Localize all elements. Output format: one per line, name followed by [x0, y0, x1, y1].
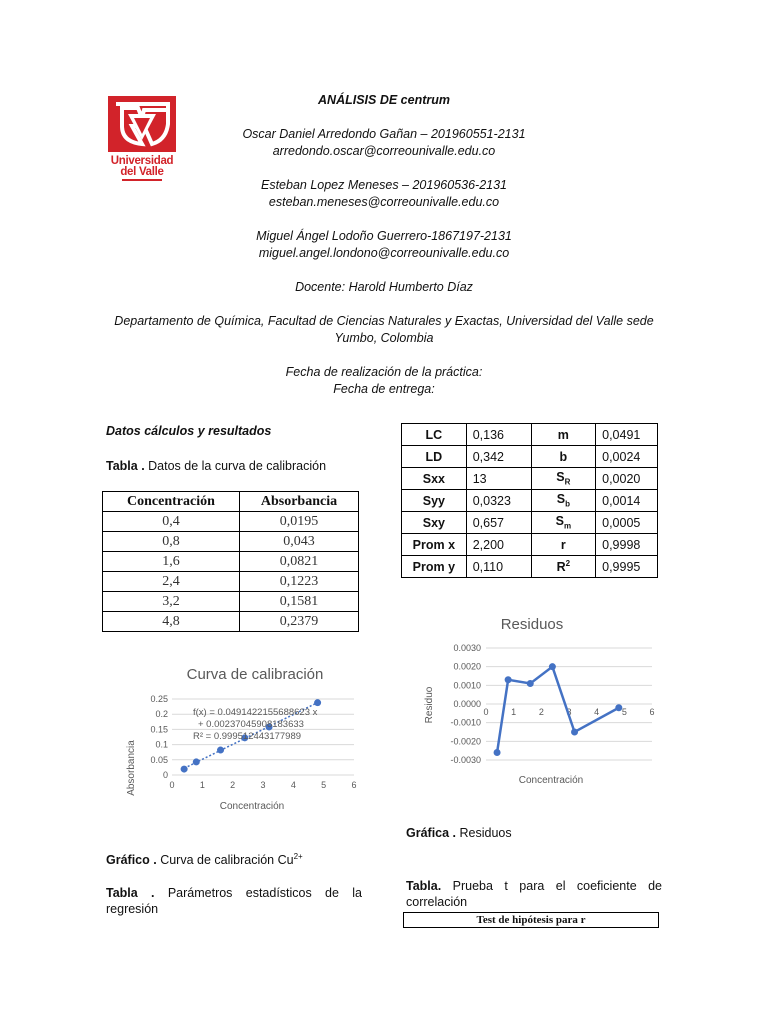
trend-equation: f(x) = 0.0491422155688623 x — [193, 707, 318, 718]
x-tick-label: 5 — [621, 707, 627, 717]
caption-text: Curva de calibración Cu — [156, 853, 294, 868]
x-tick-label: 4 — [290, 780, 296, 790]
fecha-realizacion: Fecha de realización de la práctica: — [285, 365, 483, 379]
department: Departamento de Química, Facultad de Ciencias Naturales y Exactas, Universidad del Valle sede Yumbo, Colombia — [114, 314, 654, 345]
x-tick-label: 1 — [511, 707, 517, 717]
cell: 0,2379 — [239, 612, 358, 632]
stat-key: r — [531, 534, 596, 556]
calibration-chart — [110, 658, 380, 818]
stat-key: LC — [402, 424, 467, 446]
chart-title: Curva de calibración — [186, 666, 324, 683]
y-tick-label: 0.0000 — [453, 699, 481, 709]
cell: 0,0195 — [239, 512, 358, 532]
t-test-table-header: Test de hipótesis para r — [403, 912, 659, 928]
stat-value: 0,657 — [466, 512, 531, 534]
y-tick-label: 0 — [162, 770, 168, 780]
data-point — [494, 749, 501, 756]
stat-key: $R^2$ — [531, 556, 596, 578]
calibration-table-caption — [106, 459, 326, 473]
section-title: Datos cálculos y resultados — [106, 424, 272, 438]
y-tick-label: 0.0010 — [453, 680, 481, 691]
chart-title: Residuos — [500, 616, 564, 633]
x-tick-label: 6 — [351, 780, 357, 790]
y-tick-label: 0.25 — [150, 694, 168, 704]
author-3-email: miguel.angel.londono@correounivalle.edu.co — [258, 246, 510, 260]
table-row — [402, 556, 658, 578]
x-tick-label: 3 — [566, 707, 572, 717]
table-row — [103, 592, 359, 612]
y-axis-label: Residuo — [424, 686, 435, 724]
author-3-name: Miguel Ángel Lodoño Guerrero-1867197-2131 — [256, 229, 512, 243]
y-tick-label: 0.0020 — [453, 661, 481, 672]
author-2-email: esteban.meneses@correounivalle.edu.co — [268, 195, 500, 209]
table-row — [402, 512, 658, 534]
caption-text: Datos de la curva de calibración — [144, 459, 327, 473]
stat-key: Prom x — [402, 534, 467, 556]
stat-key: b — [531, 446, 596, 468]
cell: 0,4 — [103, 512, 240, 532]
table-row — [402, 468, 658, 490]
caption-text: Residuos — [456, 826, 512, 840]
stat-key: Sxy — [402, 512, 467, 534]
data-point — [217, 747, 224, 754]
table-row — [103, 572, 359, 592]
y-tick-label: -0.0030 — [450, 755, 481, 765]
header-absorbancia: Absorbancia — [239, 492, 358, 512]
stat-key: Prom y — [402, 556, 467, 578]
table-header-row — [103, 492, 359, 512]
stat-value: 0,0491 — [596, 424, 658, 446]
t-test-caption — [406, 878, 662, 910]
stat-value: 0,0020 — [596, 468, 658, 490]
author-1-email: arredondo.oscar@correounivalle.edu.co — [272, 144, 496, 158]
cell: 1,6 — [103, 552, 240, 572]
residuals-caption — [406, 826, 512, 840]
calibration-table — [102, 491, 359, 632]
y-tick-label: 0.05 — [150, 754, 168, 765]
cell: 3,2 — [103, 592, 240, 612]
trend-intercept: + 0.00237045908183633 — [198, 719, 304, 730]
x-tick-label: 2 — [230, 780, 236, 790]
y-tick-label: 0.0030 — [453, 643, 481, 653]
y-tick-label: -0.0020 — [450, 736, 481, 747]
data-point — [181, 766, 188, 773]
x-tick-label: 0 — [483, 707, 489, 717]
stat-value: 0,0014 — [596, 490, 658, 512]
y-tick-label: -0.0010 — [450, 717, 481, 728]
y-tick-label: 0.2 — [155, 709, 168, 720]
cell: 0,043 — [239, 532, 358, 552]
docente: Docente: Harold Humberto Díaz — [295, 280, 473, 294]
y-tick-label: 0.1 — [155, 739, 168, 750]
table-row — [402, 534, 658, 556]
cell: 4,8 — [103, 612, 240, 632]
data-point — [571, 729, 578, 736]
stat-key: $S_R$ — [531, 468, 596, 490]
x-tick-label: 1 — [199, 780, 205, 790]
caption-bold: Tabla. — [406, 879, 442, 893]
table-row — [402, 490, 658, 512]
x-axis-label: Concentración — [219, 801, 285, 812]
calibration-chart-caption — [106, 852, 303, 867]
fecha-entrega: Fecha de entrega: — [333, 382, 435, 396]
stat-value: 0,0005 — [596, 512, 658, 534]
cell: 0,8 — [103, 532, 240, 552]
y-tick-label: 0.15 — [150, 724, 168, 735]
x-axis-label: Concentración — [518, 775, 584, 786]
caption-superscript: 2+ — [293, 852, 303, 861]
caption-text: Parámetros estadísticos de la regresión — [106, 886, 362, 916]
x-tick-label: 3 — [260, 780, 266, 790]
cell: 0,1581 — [239, 592, 358, 612]
cell: 0,0821 — [239, 552, 358, 572]
caption-bold: Tabla . — [106, 886, 155, 900]
stat-value: 0,136 — [466, 424, 531, 446]
caption-bold: Gráfica . — [406, 826, 457, 840]
author-2-name: Esteban Lopez Meneses – 201960536-2131 — [260, 178, 508, 192]
data-point — [505, 676, 512, 683]
table-row — [103, 552, 359, 572]
stat-key: $S_m$ — [531, 512, 596, 534]
data-point — [314, 699, 321, 706]
stat-value: 13 — [466, 468, 531, 490]
stat-key: $S_b$ — [531, 490, 596, 512]
residuals-chart — [420, 608, 670, 792]
data-point — [527, 680, 534, 687]
data-point — [549, 663, 556, 670]
logo-line2: del Valle — [120, 166, 164, 178]
header-concentracion: Concentración — [103, 492, 240, 512]
caption-bold: Tabla . — [106, 459, 145, 473]
caption-text: Prueba t para el coeficiente de correlación — [406, 879, 662, 909]
y-axis-label: Absorbancia — [126, 740, 137, 796]
param-table-caption — [106, 885, 362, 917]
plot-area — [450, 643, 654, 765]
table-row — [402, 446, 658, 468]
stat-value: 0,110 — [466, 556, 531, 578]
table-row — [103, 532, 359, 552]
stats-table — [401, 423, 658, 578]
x-tick-label: 6 — [649, 707, 655, 717]
logo-line1: Universidad — [110, 155, 174, 167]
caption-bold: Gráfico . — [106, 853, 157, 868]
stat-key: LD — [402, 446, 467, 468]
x-tick-label: 5 — [321, 780, 327, 790]
data-point — [193, 758, 200, 765]
stat-value: 0,0024 — [596, 446, 658, 468]
table-row — [103, 612, 359, 632]
header — [100, 92, 668, 398]
table-row — [103, 512, 359, 532]
author-1-name: Oscar Daniel Arredondo Gañan – 201960551-2131 — [242, 127, 526, 141]
stat-value: 0,342 — [466, 446, 531, 468]
stat-value: 0,9995 — [596, 556, 658, 578]
x-tick-label: 2 — [538, 707, 544, 717]
table-row — [402, 424, 658, 446]
stat-key: Sxx — [402, 468, 467, 490]
stat-key: m — [531, 424, 596, 446]
stat-value: 2,200 — [466, 534, 531, 556]
data-point — [615, 704, 622, 711]
x-tick-label: 0 — [169, 780, 175, 790]
cell: 2,4 — [103, 572, 240, 592]
stat-value: 0,0323 — [466, 490, 531, 512]
stat-key: Syy — [402, 490, 467, 512]
stat-value: 0,9998 — [596, 534, 658, 556]
cell: 0,1223 — [239, 572, 358, 592]
x-tick-label: 4 — [594, 707, 600, 717]
document-title: ANÁLISIS DE centrum — [318, 93, 450, 107]
r-squared: R² = 0.999512443177989 — [193, 731, 302, 742]
